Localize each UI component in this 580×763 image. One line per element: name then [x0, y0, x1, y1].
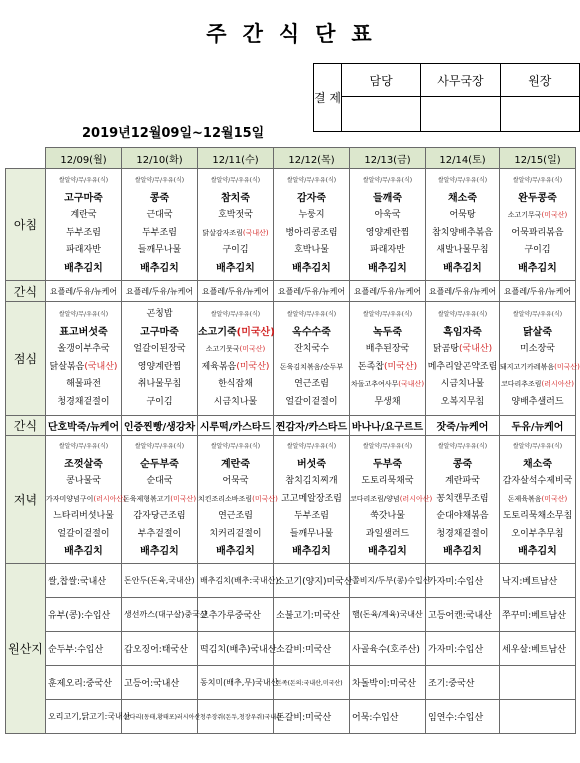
menu-item: 참치김치찌개	[285, 476, 338, 487]
corner-cell	[6, 148, 46, 169]
snack-item: 요플레/두유/뉴케어	[125, 286, 194, 296]
menu-item: 쌀알약/무/우유(식)	[437, 311, 488, 318]
origin-tag: (미국산)	[541, 494, 568, 503]
origin-cell: 갑오징어:태국산	[122, 632, 198, 666]
menu-item: 배추김치	[140, 262, 179, 274]
menu-item: 돈육김치볶음/순두부	[279, 362, 344, 371]
menu-item: 완두콩죽	[518, 192, 557, 204]
menu-item: 무생채	[374, 396, 401, 407]
menu-cell	[274, 436, 350, 564]
menu-item: 쌀알약/무/우유(식)	[512, 443, 563, 451]
origin-cell: 쌀,찹쌀:국내산	[46, 564, 122, 598]
origin-cell: 오리고기,닭고기:국내산	[46, 700, 122, 734]
menu-cell	[350, 302, 426, 416]
origin-cell: 쫄비지/두부(콩)수입산	[350, 564, 426, 598]
origin-cell: 소갈비:미국산	[274, 632, 350, 666]
day-header: 12/15(일)	[500, 148, 576, 169]
origin-cell: 가자미:수입산	[426, 564, 500, 598]
menu-item: 소고기뭇국(미국산)	[205, 345, 266, 353]
origin-cell	[500, 700, 576, 734]
snack-cell	[500, 281, 576, 302]
menu-item: 돼지고기카레볶음(미국산)	[500, 362, 580, 371]
signature-cell[interactable]	[421, 97, 500, 132]
menu-item: 쌀알약/무/우유(식)	[437, 443, 488, 451]
menu-item: 쌀알약/무/우유(식)	[210, 177, 261, 184]
signature-cell[interactable]	[341, 97, 420, 132]
origin-cell: 세우살:베트남산	[500, 632, 576, 666]
menu-item: 배추김치	[443, 546, 482, 558]
menu-item: 쌀알약/무/우유(식)	[58, 177, 109, 184]
menu-cell	[274, 169, 350, 281]
origin-tag: (러시아산)	[541, 380, 575, 388]
origin-cell: 고등어캔:국내산	[426, 598, 500, 632]
origin-cell: 돈갈비:미국산	[274, 700, 350, 734]
menu-item: 영양계란찜	[137, 361, 182, 372]
menu-cell	[500, 436, 576, 564]
menu-item: 도토리묵채국	[361, 476, 414, 487]
menu-item: 구이김	[146, 396, 173, 407]
period-label: 2019년12월09일~12월15일	[82, 126, 265, 141]
snack-item: 요플레/두유/뉴케어	[277, 286, 346, 296]
menu-item: 닭살볶음(국내산)	[49, 361, 118, 372]
origin-cell: 훈제오리:중국산	[46, 666, 122, 700]
menu-item: 들깨무나물	[289, 528, 334, 539]
origin-tag: (미국산)	[239, 345, 266, 353]
snack-cell	[426, 416, 500, 436]
snack-item: 요플레/두유/뉴케어	[428, 286, 497, 296]
snack-item: 찐감자/카스타드	[275, 422, 348, 433]
menu-cell	[426, 169, 500, 281]
snack-cell	[198, 416, 274, 436]
menu-item: 오이부추무침	[511, 528, 564, 539]
menu-item: 닭살죽	[523, 326, 552, 338]
origin-tag: (미국산)	[170, 494, 197, 503]
approval-role-secretary: 사무국장	[421, 64, 500, 97]
menu-item: 쌀알약/무/우유(식)	[512, 177, 563, 184]
menu-item: 감자죽	[297, 192, 326, 204]
menu-item: 연근조림	[218, 511, 253, 522]
origin-cell: 동치미(배추,무)국내산	[198, 666, 274, 700]
menu-item: 녹두죽	[373, 326, 402, 338]
snack-item: 잣죽/뉴케어	[436, 422, 489, 433]
menu-item: 배추김치	[518, 546, 557, 558]
menu-item: 아욱국	[374, 210, 401, 220]
origin-row	[6, 564, 576, 598]
weekly-menu-table	[5, 147, 580, 734]
origin-row	[6, 632, 576, 666]
menu-item: 올갱이부추국	[57, 344, 110, 354]
origin-cell: 생선까스(대구살)중국산	[122, 598, 198, 632]
approval-box	[313, 63, 580, 132]
menu-item: 쌀알약/무/우유(식)	[134, 177, 185, 184]
menu-item: 치커리겉절이	[209, 528, 262, 539]
menu-item: 과일샐러드	[365, 528, 410, 539]
menu-cell	[198, 169, 274, 281]
snack-cell	[46, 416, 122, 436]
approval-role-manager: 담당	[341, 64, 420, 97]
menu-item: 고구마죽	[64, 192, 103, 204]
menu-item: 닭살감자조림(국내산)	[202, 228, 269, 237]
menu-item: 쌀알약/무/우유(식)	[362, 177, 413, 184]
menu-item: 시금치나물	[440, 379, 485, 389]
meal-label-dinner: 저녁	[6, 436, 46, 564]
snack-cell	[500, 416, 576, 436]
origin-tag: (미국산)	[383, 361, 418, 372]
snack-item: 요플레/두유/뉴케어	[49, 286, 118, 296]
day-header: 12/12(목)	[274, 148, 350, 169]
menu-item: 배추김치	[292, 262, 331, 274]
snack-cell	[122, 416, 198, 436]
menu-item: 배추김치	[368, 546, 407, 558]
day-header: 12/13(금)	[350, 148, 426, 169]
origin-cell: 햄(돈육/계육)국내산	[350, 598, 426, 632]
menu-item: 배추김치	[140, 546, 179, 558]
menu-item: 배추김치	[64, 262, 103, 274]
menu-item: 고고메알장조림	[281, 493, 342, 504]
menu-item: 채소죽	[448, 192, 477, 204]
menu-cell	[350, 436, 433, 564]
menu-item: 소고기죽(미국산)	[198, 326, 275, 338]
menu-item: 코다리추조림(러시아산)	[500, 380, 575, 388]
menu-item: 돈족찹(미국산)	[357, 361, 418, 372]
menu-cell	[46, 436, 126, 564]
meal-label-lunch: 점심	[6, 302, 46, 416]
menu-item: 코다리조림/양념(러시아산)	[350, 494, 433, 503]
snack1-row	[6, 281, 576, 302]
signature-cell[interactable]	[500, 97, 579, 132]
menu-item: 배추된장국	[365, 344, 410, 354]
approval-role-director: 원장	[500, 64, 579, 97]
menu-item: 콩나물국	[66, 476, 101, 487]
origin-cell: 돈안두(돈육,국내산)	[122, 564, 198, 598]
menu-item: 청경채겉절이	[436, 528, 489, 539]
origin-cell: 어묵:수입산	[350, 700, 426, 734]
origin-tag: (국내산)	[458, 344, 493, 354]
menu-item: 어묵꽈리볶음	[511, 227, 564, 238]
menu-item: 채소죽	[523, 458, 552, 470]
menu-item: 돈육제형볶고기(미국산)	[122, 494, 197, 503]
snack-cell	[46, 281, 122, 302]
origin-cell: 청주장쥐(돈두,청장우쥐)국내산	[198, 700, 274, 734]
menu-item: 배추김치	[216, 262, 255, 274]
snack-cell	[274, 281, 350, 302]
menu-item: 두부조림	[66, 227, 101, 238]
approval-label: 결 제	[314, 64, 342, 132]
snack-item: 요플레/두유/뉴케어	[201, 286, 270, 296]
origin-tag: (국내산)	[398, 380, 425, 388]
origin-cell	[500, 666, 576, 700]
day-header: 12/10(화)	[122, 148, 198, 169]
menu-cell	[198, 436, 278, 564]
menu-item: 쌀알약/무/우유(식)	[286, 177, 337, 184]
lunch-row	[6, 302, 576, 416]
menu-item: 순두부죽	[140, 458, 179, 470]
origin-cell: 유부(콩):수입산	[46, 598, 122, 632]
origin-tag: (국내산)	[242, 228, 269, 237]
day-header: 12/14(토)	[426, 148, 500, 169]
menu-item: 계란죽	[221, 458, 250, 470]
menu-item: 두부조림	[142, 227, 177, 238]
menu-item: 배추김치	[64, 546, 103, 558]
menu-item: 두부죽	[373, 458, 402, 470]
menu-item: 메추리알곤약조림	[427, 361, 498, 372]
dinner-row	[6, 436, 576, 564]
menu-item: 흑임자죽	[443, 326, 482, 338]
menu-item: 소고기무국(미국산)	[507, 211, 568, 219]
menu-item: 두부조림	[294, 511, 329, 522]
menu-item: 감자당근조림	[133, 511, 186, 522]
menu-item: 계란파국	[445, 476, 480, 487]
menu-item: 치킨조리소바조림(미국산)	[198, 494, 278, 503]
origin-tag: (미국산)	[236, 326, 275, 338]
menu-cell	[500, 169, 576, 281]
menu-item: 제육볶음(미국산)	[201, 361, 270, 372]
meal-label-origin: 원산지	[6, 564, 46, 734]
origin-tag: (미국산)	[554, 362, 580, 371]
menu-cell	[122, 169, 198, 281]
menu-item: 감자살석수제비국	[502, 476, 573, 487]
menu-item: 버섯죽	[297, 458, 326, 470]
menu-item: 쌀알약/무/우유(식)	[134, 443, 185, 451]
menu-item: 쌀알약/무/우유(식)	[362, 443, 413, 451]
menu-item: 파래자반	[66, 245, 101, 255]
menu-item: 배추김치	[216, 546, 255, 558]
menu-cell	[274, 302, 350, 416]
origin-tag: (미국산)	[252, 494, 278, 503]
menu-cell	[122, 302, 198, 416]
snack-item: 요플레/두유/뉴케어	[353, 286, 422, 296]
menu-item: 순대국	[146, 476, 173, 487]
menu-item: 참치죽	[221, 192, 250, 204]
menu-item: 돈제육볶음(미국산)	[507, 494, 568, 503]
menu-item: 누룽지	[298, 210, 325, 220]
menu-item: 들깨죽	[373, 192, 402, 204]
day-header: 12/09(월)	[46, 148, 122, 169]
menu-item: 쌀알약/무/우유(식)	[210, 443, 261, 451]
snack-cell	[274, 416, 350, 436]
menu-item: 순대야채볶음	[436, 511, 489, 522]
menu-item: 얼갈이겉절이	[57, 528, 110, 539]
menu-cell	[46, 302, 122, 416]
menu-item: 표고버섯죽	[59, 326, 108, 338]
snack-item: 두유/뉴케어	[511, 422, 564, 433]
origin-cell: 순두부:수입산	[46, 632, 122, 666]
menu-item: 쑥갓나물	[370, 511, 405, 522]
origin-cell: 가자미:수입산	[426, 632, 500, 666]
snack-cell	[198, 281, 274, 302]
menu-item: 새발나물무침	[436, 245, 489, 255]
menu-cell	[426, 302, 500, 416]
menu-item: 부추겉절이	[137, 528, 182, 539]
menu-item: 청경채겉절이	[57, 396, 110, 407]
menu-item: 해물파전	[66, 379, 101, 389]
menu-item: 시금치나물	[213, 396, 258, 407]
menu-item: 닭곰탕(국내산)	[432, 344, 493, 354]
menu-item: 어묵탕	[449, 210, 476, 220]
menu-item: 얼갈이된장국	[133, 344, 186, 354]
menu-item: 참치양배추볶음	[432, 227, 493, 238]
day-header-row	[6, 148, 576, 169]
menu-item: 느타리버섯나물	[53, 511, 114, 522]
origin-cell: 쭈꾸미:베트남산	[500, 598, 576, 632]
menu-item: 양배추샐러드	[511, 396, 564, 407]
menu-item: 쌀알약/무/우유(식)	[512, 311, 563, 318]
meal-label-snack1: 간식	[6, 281, 46, 302]
menu-item: 차돌고추여사무(국내산)	[350, 380, 425, 388]
origin-cell: 고추가루중국산	[198, 598, 274, 632]
meal-label-snack2: 간식	[6, 416, 46, 436]
menu-item: 옥수수죽	[292, 326, 331, 338]
origin-cell: 조기:중국산	[426, 666, 500, 700]
menu-item: 콩죽	[452, 458, 473, 470]
menu-item: 가자미양념구이(러시아산)	[46, 494, 126, 503]
menu-item: 영양계란찜	[365, 227, 410, 238]
menu-item: 잔치국수	[294, 344, 329, 354]
menu-item: 꽁치캔무조림	[436, 493, 489, 504]
snack-cell	[122, 281, 198, 302]
snack-item: 단호박죽/뉴케어	[47, 422, 120, 433]
menu-item: 쌀알약/무/우유(식)	[362, 311, 413, 318]
menu-item: 어묵국	[222, 476, 249, 487]
menu-item: 쌀알약/무/우유(식)	[58, 443, 109, 451]
snack2-row	[6, 416, 576, 436]
menu-item: 파래자반	[370, 245, 405, 255]
snack-item: 바나나/요구르트	[351, 422, 424, 433]
snack-cell	[350, 281, 426, 302]
origin-row	[6, 700, 576, 734]
origin-cell: 낙지:베트남산	[500, 564, 576, 598]
origin-cell: 소불고기:미국산	[274, 598, 350, 632]
menu-item: 들깨무나물	[137, 245, 182, 255]
menu-item: 도토리묵채소무침	[502, 511, 573, 522]
menu-item: 쌀알약/무/우유(식)	[437, 177, 488, 184]
menu-item: 조껏살죽	[64, 458, 103, 470]
snack-cell	[350, 416, 426, 436]
origin-tag: (국내산)	[84, 361, 118, 372]
menu-item: 쌀알약/무/우유(식)	[58, 311, 109, 318]
origin-cell: 떡김치(배추)국내산	[198, 632, 274, 666]
menu-item: 오복지무침	[440, 396, 485, 407]
menu-item: 근대국	[146, 210, 173, 220]
page-title: 주간식단표	[206, 22, 388, 46]
menu-item: 곤칭밥	[146, 309, 173, 319]
origin-cell: 소고기(양지)미국산	[274, 564, 350, 598]
menu-item: 호박나물	[294, 245, 329, 255]
menu-item: 구이김	[524, 245, 551, 255]
origin-row	[6, 598, 576, 632]
origin-row	[6, 666, 576, 700]
origin-cell: 임연수:수입산	[426, 700, 500, 734]
menu-item: 얼갈이겉절이	[285, 396, 338, 407]
menu-item: 배추김치	[292, 546, 331, 558]
menu-cell	[46, 169, 122, 281]
origin-tag: (러시아산)	[399, 494, 433, 503]
origin-cell: 코다리(동태,황태포)러시아산	[122, 700, 198, 734]
menu-cell	[198, 302, 274, 416]
menu-item: 배추김치	[443, 262, 482, 274]
origin-tag: (미국산)	[236, 361, 270, 372]
origin-cell: 사골육수(호주산)	[350, 632, 426, 666]
menu-cell	[426, 436, 500, 564]
menu-cell	[350, 169, 426, 281]
menu-item: 배추김치	[518, 262, 557, 274]
menu-item: 호박젓국	[218, 210, 253, 220]
origin-tag: (러시아산)	[93, 494, 126, 503]
origin-cell: 고등어:국내산	[122, 666, 198, 700]
menu-item: 한식잡채	[218, 379, 253, 389]
menu-cell	[122, 436, 198, 564]
menu-item: 배추김치	[368, 262, 407, 274]
snack-cell	[426, 281, 500, 302]
origin-cell: 돈족(돈의:국내산,미국산)	[274, 666, 350, 700]
origin-cell: 차돌박이:미국산	[350, 666, 426, 700]
menu-item: 고구마죽	[140, 326, 179, 338]
menu-item: 계란국	[70, 210, 97, 220]
menu-cell	[500, 302, 580, 416]
origin-tag: (미국산)	[541, 211, 568, 219]
menu-item: 쌀알약/무/우유(식)	[210, 311, 261, 318]
menu-item: 콩죽	[149, 192, 170, 204]
menu-item: 연근조림	[294, 379, 329, 389]
menu-item: 취나물무침	[137, 379, 182, 389]
snack-item: 요플레/두유/뉴케어	[503, 286, 572, 296]
snack-item: 시루떡/카스타드	[199, 422, 272, 433]
menu-item: 병아리콩조림	[285, 227, 338, 238]
breakfast-row	[6, 169, 576, 281]
origin-cell: 배추김치(배추:국내산)	[198, 564, 274, 598]
menu-item: 쌀알약/무/우유(식)	[286, 311, 337, 318]
day-header: 12/11(수)	[198, 148, 274, 169]
menu-item: 구이김	[222, 245, 249, 255]
snack-item: 인증찐빵/생강차	[123, 422, 196, 433]
menu-item: 쌀알약/무/우유(식)	[286, 443, 337, 451]
meal-label-breakfast: 아침	[6, 169, 46, 281]
menu-item: 미소장국	[520, 344, 555, 354]
